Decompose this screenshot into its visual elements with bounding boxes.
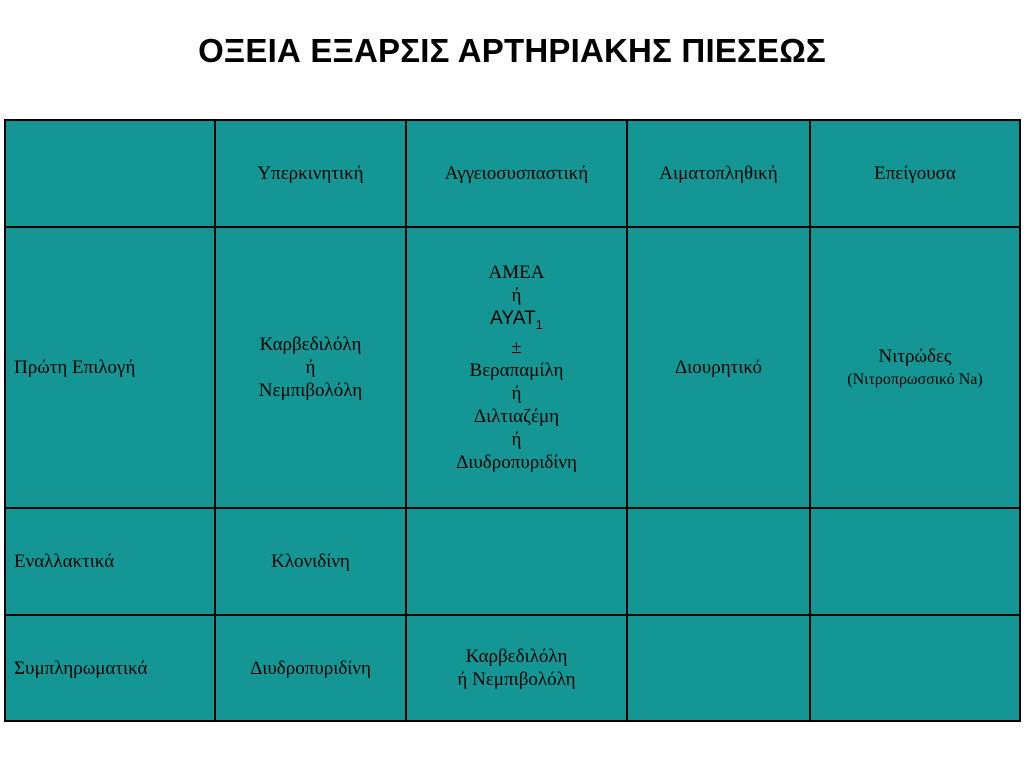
table-cell: Διουρητικό: [627, 227, 810, 508]
drug-note: (Νιτροπρωσσικό Na): [847, 370, 983, 388]
table-header-row: [5, 120, 1020, 227]
plus-minus-symbol: ±: [511, 336, 522, 358]
drug-name: Νιτρώδες: [878, 345, 952, 367]
connector-text: ή: [511, 285, 522, 307]
table-row: [5, 508, 1020, 615]
header-cell-hyperkinetic: Υπερκινητική: [215, 120, 406, 227]
row-label: Πρώτη Επιλογή: [5, 227, 215, 508]
drug-name: Διλτιαζέμη: [473, 405, 560, 427]
table-row: [5, 227, 1020, 508]
treatment-table: [4, 119, 1021, 722]
header-cell-vasoconstrictive: Αγγειοσυσπαστική: [406, 120, 627, 227]
drug-name: ή Νεμπιβολόλη: [457, 669, 576, 690]
table-cell: [406, 508, 627, 615]
drug-class: ΑΜΕΑ: [488, 262, 545, 284]
row-label: Εναλλακτικά: [5, 508, 215, 615]
slide-title: ΟΞΕΙΑ ΕΞΑΡΣΙΣ ΑΡΤΗΡΙΑΚΗΣ ΠΙΕΣΕΩΣ: [198, 32, 826, 69]
drug-name: Καρβεδιλόλη: [259, 334, 362, 355]
table-cell: [627, 508, 810, 615]
subscript: 1: [535, 316, 543, 332]
table-cell: [406, 615, 627, 721]
table-cell: [810, 227, 1020, 508]
header-cell-urgent: Επείγουσα: [810, 120, 1020, 227]
table-cell: [810, 508, 1020, 615]
drug-name: Νεμπιβολόλη: [258, 380, 363, 401]
table-cell: [406, 227, 627, 508]
table-row: [5, 615, 1020, 721]
connector-text: ή: [511, 382, 522, 404]
drug-class: [411, 307, 622, 336]
table-cell: [810, 615, 1020, 721]
row-label: Συμπληρωματικά: [5, 615, 215, 721]
connector-text: ή: [305, 357, 316, 378]
table-cell: [627, 615, 810, 721]
connector-text: ή: [511, 428, 522, 450]
header-cell-hypervolemic: Αιματοπληθική: [627, 120, 810, 227]
table-cell: [215, 227, 406, 508]
drug-name: Διυδροπυριδίνη: [456, 451, 577, 473]
drug-class-text: ΑΥΑΤ: [490, 308, 536, 330]
drug-name: Βεραπαμίλη: [469, 359, 564, 381]
drug-name: Καρβεδιλόλη: [465, 646, 568, 667]
table-cell: Διυδροπυριδίνη: [215, 615, 406, 721]
header-corner-cell: [5, 120, 215, 227]
table-cell: Κλονιδίνη: [215, 508, 406, 615]
